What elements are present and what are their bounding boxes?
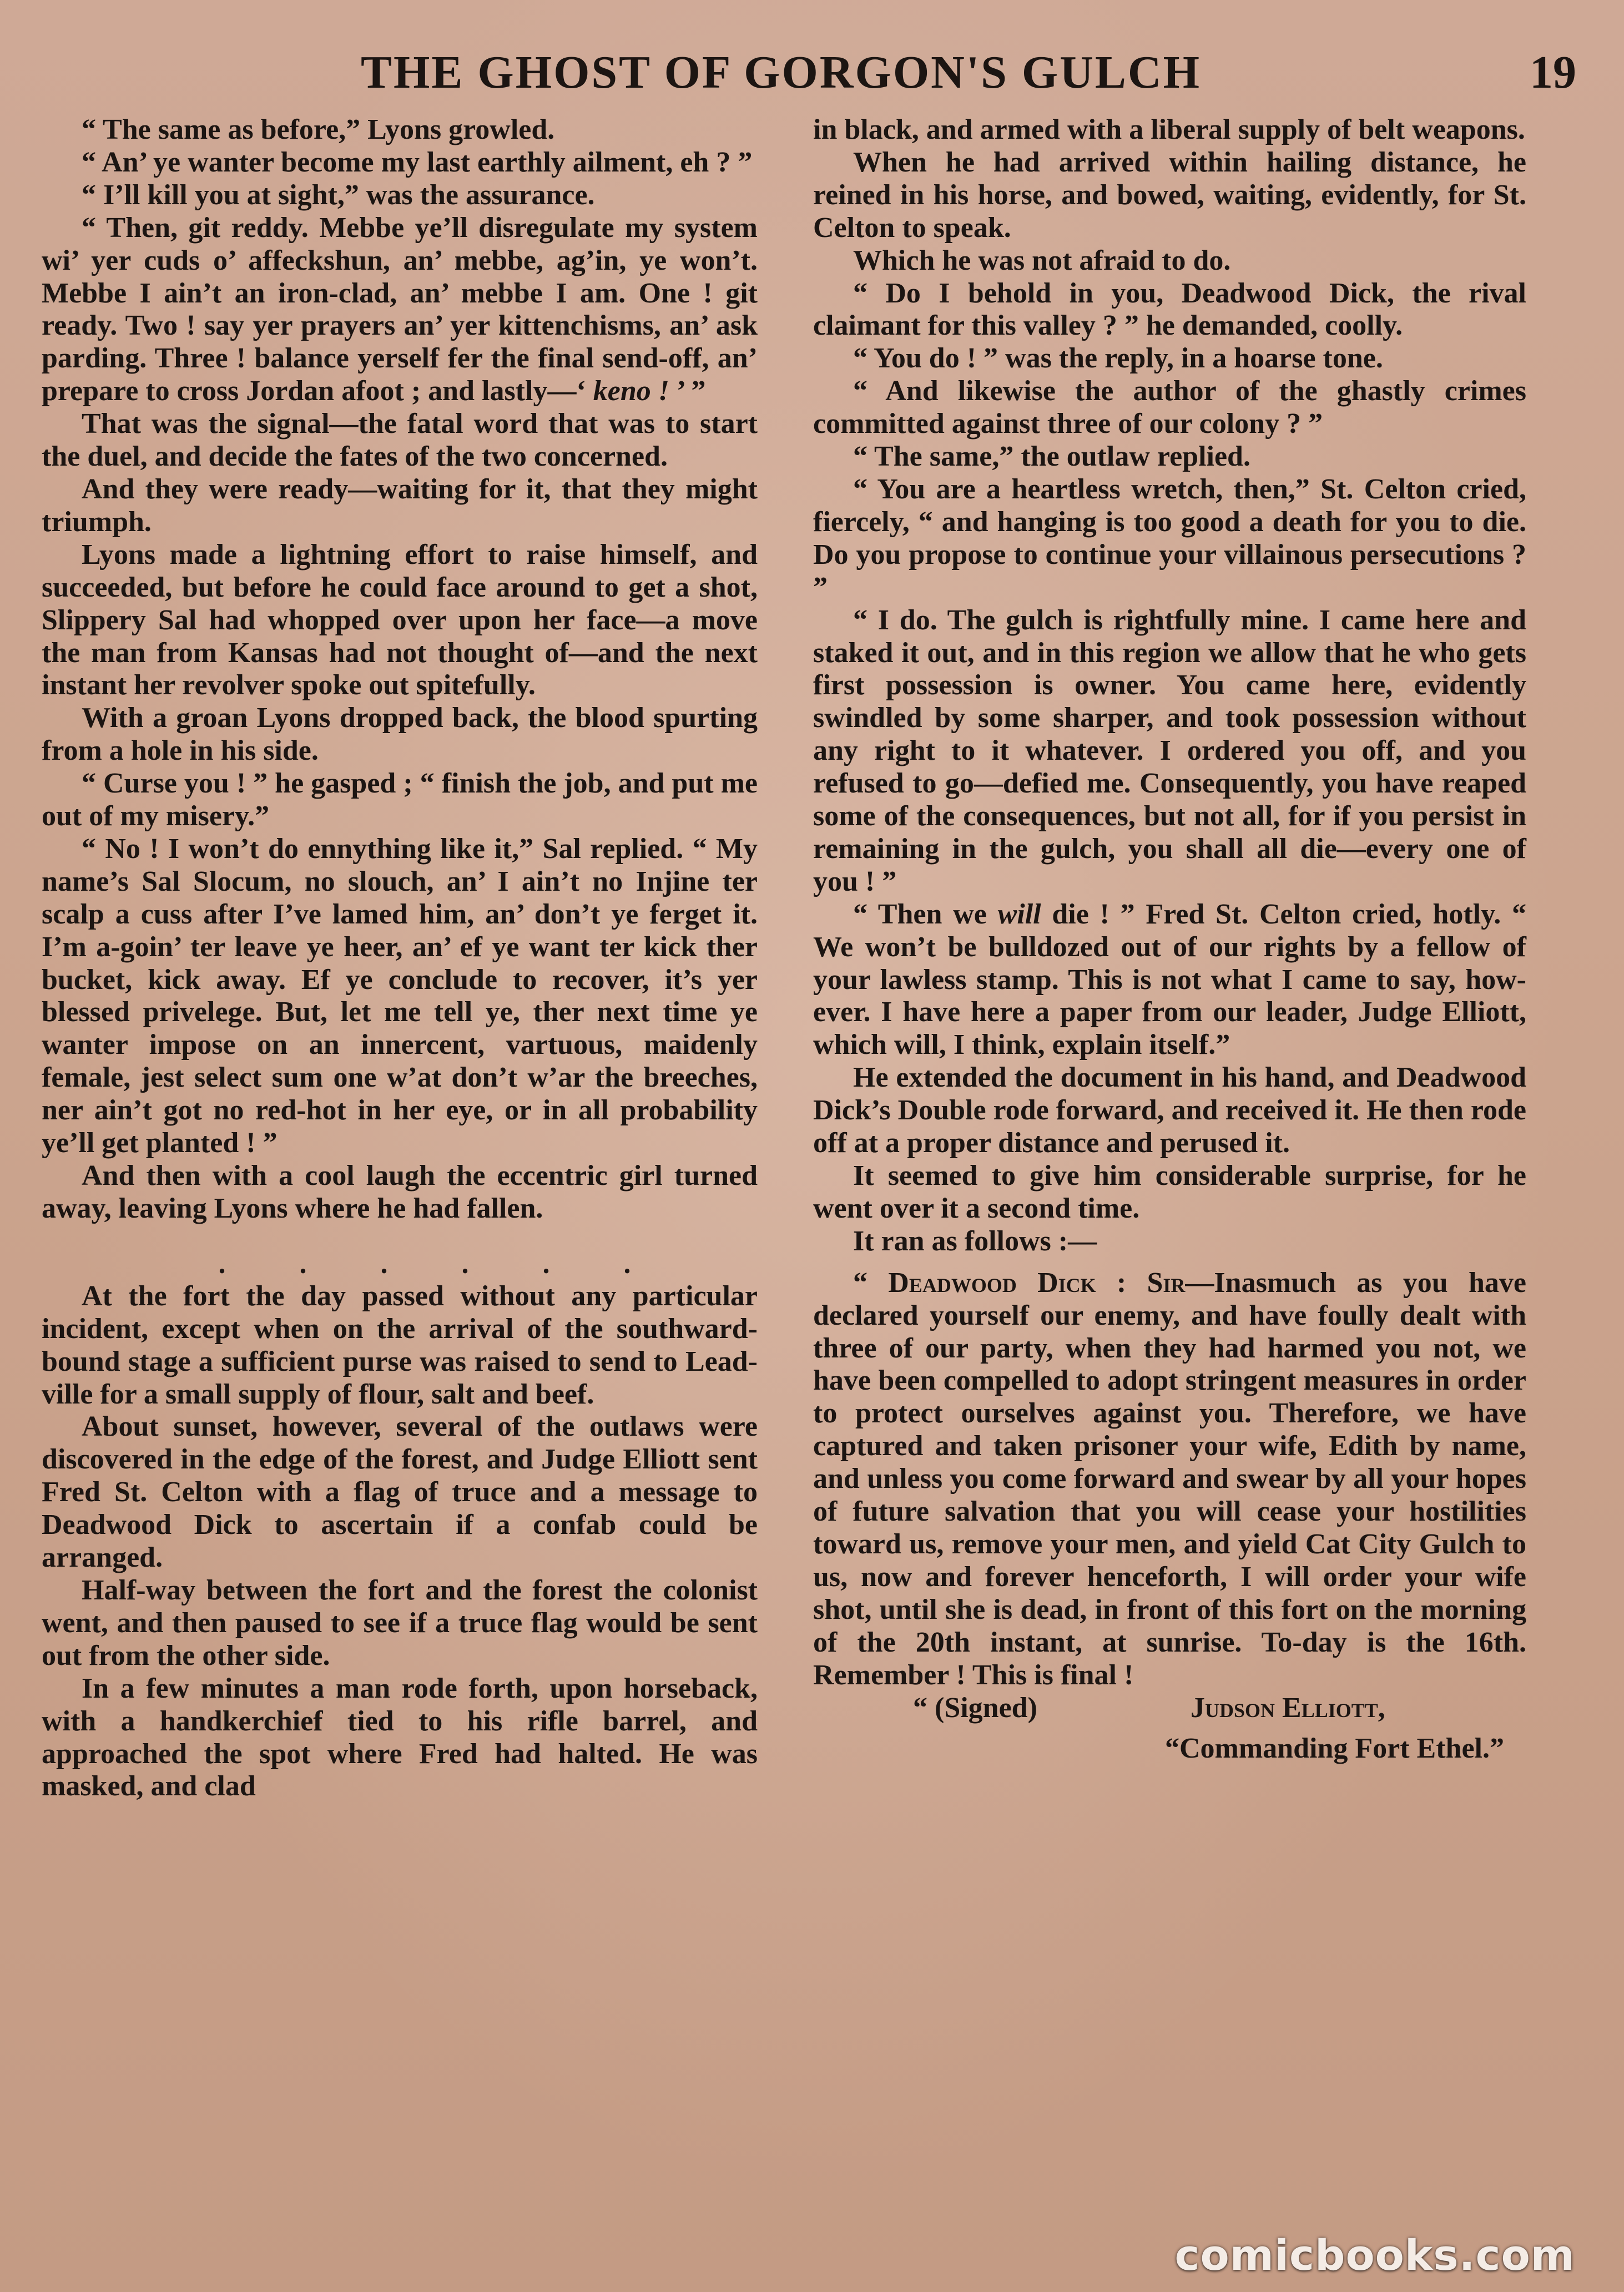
paragraph: Which he was not afraid to do.	[853, 244, 1231, 276]
italic-word: will	[997, 898, 1041, 930]
signatory-title: “Commanding Fort Ethel.”	[1165, 1732, 1504, 1764]
paragraph: With a groan Lyons dropped back, the blood spurting from a hole in his side.	[42, 702, 758, 767]
paragraph: About sunset, however, several of the outlaws were discovered in the edge of the forest, and Judge Elliott sent Fred St. Celton with a flag of truce and a message to Deadwood Dick to ascertain if a confab could be arranged.	[42, 1411, 758, 1574]
letter-paragraph	[813, 1267, 1526, 1692]
paragraph: When he had arrived within hailing distance, he reined in his horse, and bowed, waiting, evidently, for St. Celton to speak.	[813, 146, 1526, 244]
signature-line	[813, 1692, 1526, 1725]
paragraph: “ I do. The gulch is rightfully mine. I came here and staked it out, and in this region we allow that he who gets first possession is owner. You came here, evidently swindled by some sharper, and took possession without any right to it whatever. I ordered you off, and you refused to go—defied me. Consequently, you have reaped some of the consequences, but not all, for if you persist in remaining in the gulch, you shall all die—every one of you ! ”	[813, 604, 1526, 897]
section-break-dots: . . . . . .	[218, 1248, 664, 1280]
paragraph: “ And likewise the author of the ghastly crimes committed against three of our colony ? ”	[813, 375, 1526, 440]
paragraph	[813, 898, 1526, 1062]
paragraph: And then with a cool laugh the eccentric girl turned away, leaving Lyons where he had fallen.	[42, 1160, 758, 1224]
letter-salutation: “ Deadwood Dick : Sir	[853, 1266, 1186, 1299]
paragraph: At the fort the day passed without any particular incident, except when on the arrival of the southward-bound stage a sufficient purse was raised to send to Leadville for a small supply of flour, salt and beef.	[42, 1280, 758, 1410]
section-gap	[813, 1258, 1526, 1267]
paragraph: Half-way between the fort and the forest the colonist went, and then paused to see if a truce flag would be sent out from the other side.	[42, 1574, 758, 1672]
paragraph-text: “ Then we	[853, 898, 998, 930]
paragraph-text: “ Then, git reddy. Mebbe ye’ll disregulate my system wi’ yer cuds o’ affeckshun, an’ mebbe, ag’in, ye won’t. Mebbe I ain’t an iron-clad, an’ mebbe I am. One ! git ready. Two ! say yer prayers an’ yer kittenchisms, an’ ask parding. Three ! balance yerself fer the final send-off, an’ prepare to cross Jordan afoot ; and lastly—‘	[42, 211, 758, 407]
paragraph	[42, 212, 758, 408]
paragraph-text: ’ ”	[669, 375, 706, 407]
paragraph: in black, and armed with a liberal supply of belt weapons.	[813, 114, 1525, 145]
paragraph: “ No ! I won’t do ennything like it,” Sal replied. “ My name’s Sal Slocum, no slouch, an’ I ain’t no Injine ter scalp a cuss after I’ve lamed him, an’ don’t ye ferget it. I’m a-goin’ ter leave ye heer, an’ ef ye want ter kick ther bucket, kick away. Ef ye conclude to recover, it’s yer blessed privelege. But, let me tell ye, ther next time ye wanter impose on an innercent, vartuous, maidenly female, jest select sum one w’at don’t w’ar the breeches, ner ain’t got no red-hot in her eye, or in all probability ye’ll get planted ! ”	[42, 832, 758, 1159]
paragraph: “ The same,” the outlaw replied.	[853, 441, 1250, 473]
paragraph: “ You do ! ” was the reply, in a hoarse tone.	[853, 342, 1383, 375]
paragraph: It ran as follows :—	[853, 1225, 1097, 1257]
left-column	[42, 114, 758, 1803]
paragraph: And they were ready—waiting for it, that they might triumph.	[42, 473, 758, 538]
signed-label: “ (Signed)	[913, 1692, 1037, 1724]
signatory-name: Judson Elliott,	[1191, 1692, 1385, 1724]
paragraph: “ An’ ye wanter become my last earthly ailment, eh ? ”	[82, 146, 753, 178]
section-gap	[42, 1225, 758, 1248]
paragraph-text: die ! ” Fred St. Celton cried, hotly. “ We won’t be bulldozed out of our rights by a fellow of your lawless stamp. This is not what I came to say, however. I have here a paper from our leader, Judge Elliott, which will, I think, explain itself.”	[813, 898, 1526, 1061]
page-header	[39, 46, 1582, 107]
paragraph: In a few minutes a man rode forth, upon horseback, with a handkerchief tied to his rifle barrel, and approached the spot where Fred had halted. He was masked, and clad	[42, 1672, 758, 1803]
paragraph: “ I’ll kill you at sight,” was the assurance.	[82, 179, 595, 211]
paragraph: “ The same as before,” Lyons growled.	[82, 114, 555, 145]
paragraph: He extended the document in his hand, and Deadwood Dick’s Double rode forward, and received it. He then rode off at a proper distance and perused it.	[813, 1062, 1526, 1159]
right-column	[813, 114, 1526, 1765]
paragraph: That was the signal—the fatal word that was to start the duel, and decide the fates of the two concerned.	[42, 408, 758, 473]
watermark-logo: comicbooks.com	[1174, 2230, 1575, 2280]
paragraph: It seemed to give him considerable surprise, for he went over it a second time.	[813, 1160, 1526, 1224]
italic-word: keno !	[593, 375, 670, 407]
paragraph: Lyons made a lightning effort to raise himself, and succeeded, but before he could face around to get a shot, Slippery Sal had whopped over upon her face—a move the man from Kansas had not thought of—and the next instant her revolver spoke out spitefully.	[42, 538, 758, 701]
paragraph: “ You are a heartless wretch, then,” St. Celton cried, fiercely, “ and hanging is too good a death for you to die. Do you propose to continue your villainous persecutions ? ”	[813, 473, 1526, 603]
paragraph: “ Curse you ! ” he gasped ; “ finish the job, and put me out of my misery.”	[42, 768, 758, 832]
paragraph: “ Do I behold in you, Deadwood Dick, the rival claimant for this valley ? ” he demanded, coolly.	[813, 277, 1526, 342]
paragraph-text: —Inasmuch as you have declared yourself our enemy, and have foully dealt with three of our party, when they had harmed you not, we have been compelled to adopt stringent measures in order to protect ourselves against you. Therefore, we have captured and taken prisoner your wife, Edith by name, and unless you come forward and swear by all your hopes of future salvation that you will cease your hostilities toward us, remove your men, and yield Cat City Gulch to us, now and forever henceforth, I will order your wife shot, until she is dead, in front of this fort on the morning of the 20th instant, at sunrise. To-day is the 16th. Remember ! This is final !	[813, 1266, 1526, 1691]
page-number: 19	[1530, 47, 1576, 98]
running-title: THE GHOST OF GORGON'S GULCH	[361, 47, 1201, 98]
